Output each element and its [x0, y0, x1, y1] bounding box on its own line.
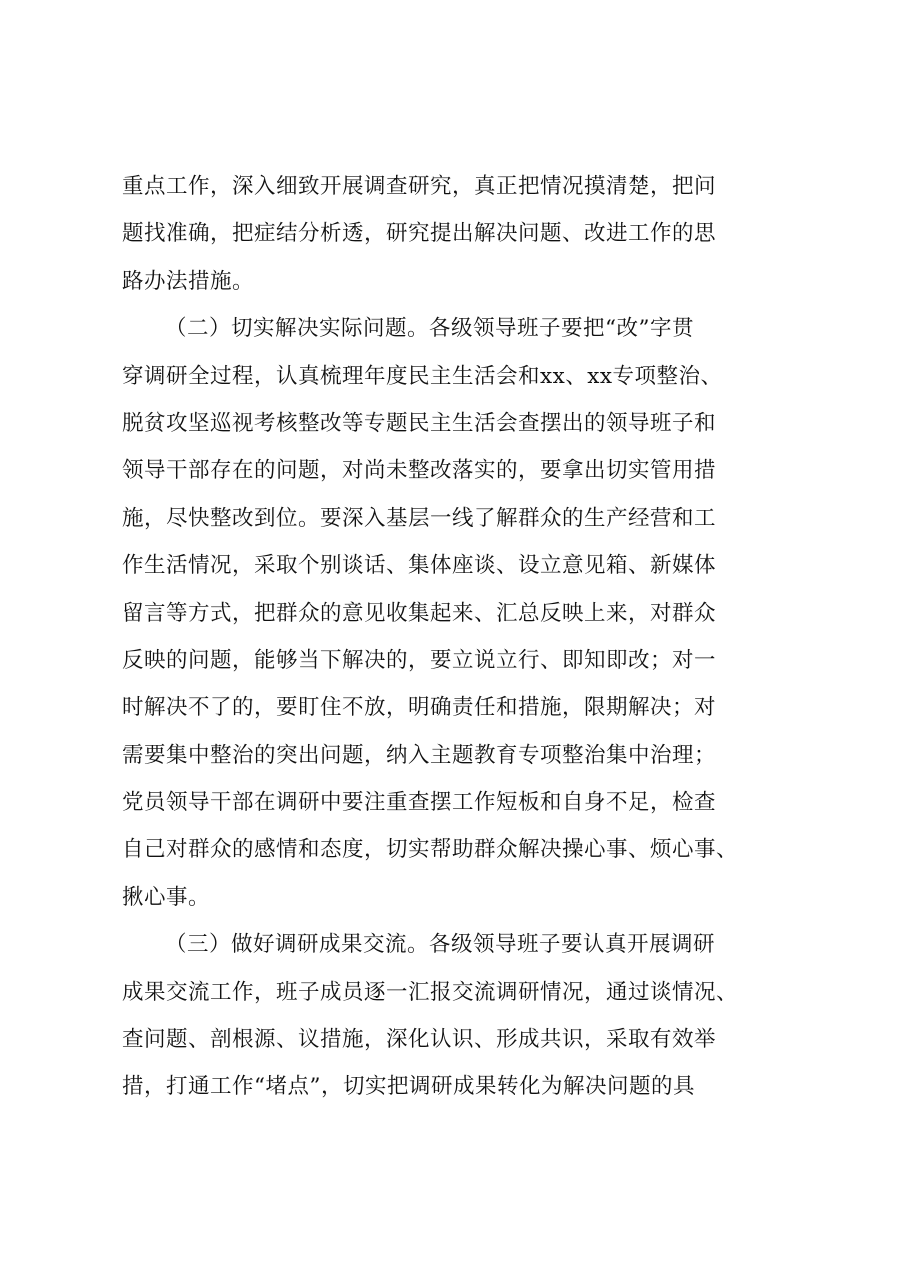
text-line: 作生活情况，采取个别谈话、集体座谈、设立意见箱、新媒体	[122, 553, 717, 579]
text-line: 反映的问题，能够当下解决的，要立说立行、即知即改；对一	[122, 647, 717, 673]
text-line: 党员领导干部在调研中要注重查摆工作短板和自身不足，检查	[122, 790, 717, 816]
text-line: 成果交流工作，班子成员逐一汇报交流调研情况，通过谈情况、	[122, 979, 739, 1005]
text-line: 施，尽快整改到位。要深入基层一线了解群众的生产经营和工	[122, 505, 717, 531]
text-line: 揪心事。	[122, 884, 211, 910]
text-line: 题找准确，把症结分析透，研究提出解决问题、改进工作的思	[122, 221, 717, 247]
text-line: 领导干部存在的问题，对尚未整改落实的，要拿出切实管用措	[122, 458, 717, 484]
section-3-heading-line: （三）做好调研成果交流。各级领导班子要认真开展调研	[165, 932, 716, 958]
section-2-heading-line: （二）切实解决实际问题。各级领导班子要把“改”字贯	[165, 316, 694, 342]
text-line: 留言等方式，把群众的意见收集起来、汇总反映上来，对群众	[122, 600, 717, 626]
document-body	[122, 163, 802, 1111]
text-line: 路办法措施。	[122, 268, 255, 294]
text-line: 脱贫攻坚巡视考核整改等专题民主生活会查摆出的领导班子和	[122, 410, 717, 436]
text-line: 重点工作，深入细致开展调查研究，真正把情况摸清楚，把问	[122, 174, 717, 199]
text-line: 需要集中整治的突出问题，纳入主题教育专项整治集中治理；	[122, 742, 717, 768]
text-line: 查问题、剖根源、议措施，深化认识、形成共识，采取有效举	[122, 1027, 717, 1053]
text-line: 自己对群众的感情和态度，切实帮助群众解决操心事、烦心事、	[122, 837, 739, 863]
text-line: 时解决不了的，要盯住不放，明确责任和措施，限期解决；对	[122, 695, 717, 721]
text-line: 穿调研全过程，认真梳理年度民主生活会和xx、xx专项整治、	[122, 363, 723, 389]
text-line: 措，打通工作“堵点”，切实把调研成果转化为解决问题的具	[122, 1074, 695, 1100]
